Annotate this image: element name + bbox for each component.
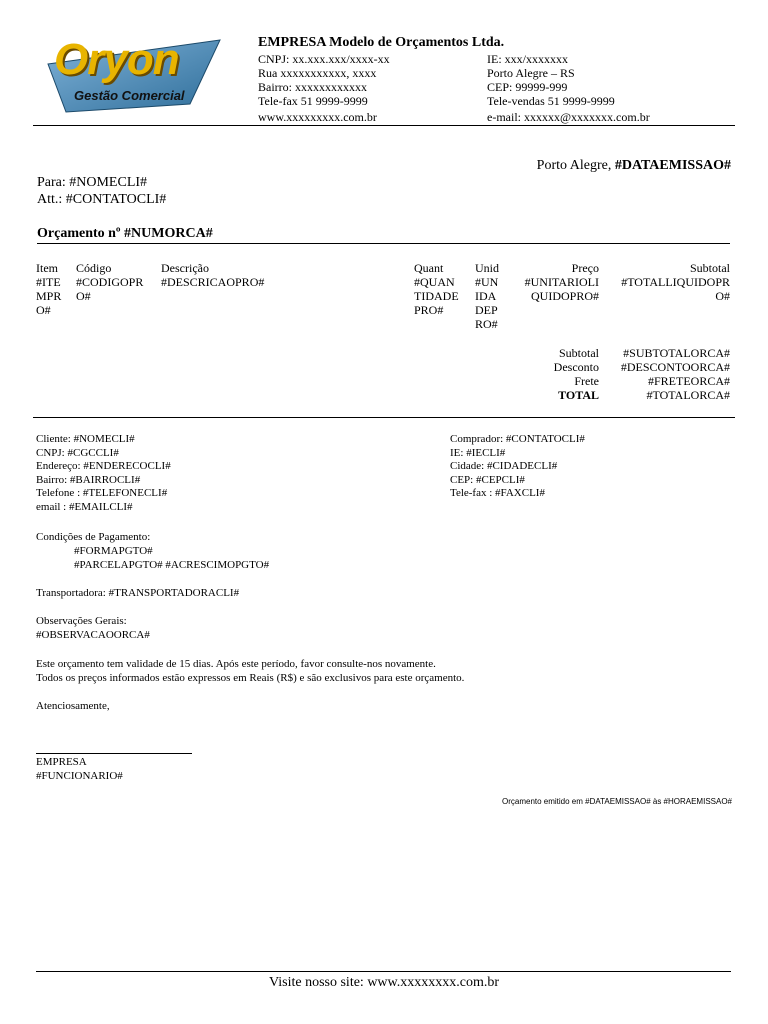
client-email: email : #EMAILCLI# [36, 500, 133, 513]
cell-subtotal [610, 275, 730, 303]
validade-line: Todos os preços informados estão expressos em Reais (R$) e são exclusivos para este orçamento. [36, 671, 465, 684]
company-rua: Rua xxxxxxxxxxx, xxxx [258, 66, 377, 80]
cell-unid-line: RO# [475, 317, 498, 331]
observacoes-label: Observações Gerais: [36, 615, 127, 627]
totals-label-subtotal: Subtotal [558, 346, 599, 360]
company-cnpj: CNPJ: xx.xxx.xxx/xxxx-xx [258, 52, 390, 66]
client-right-block [450, 433, 585, 501]
company-telefax: Tele-fax 51 9999-9999 [258, 94, 368, 108]
company-email: e-mail: xxxxxx@xxxxxxx.com.br [487, 110, 650, 124]
col-header-codigo: Código [76, 261, 112, 275]
logo-tagline: Gestão Comercial [74, 88, 185, 103]
company-city: Porto Alegre – RS [487, 66, 575, 80]
logo-brand: Oryon [54, 35, 179, 84]
client-cnpj: CNPJ: #CGCCLI# [36, 446, 119, 459]
totals-divider [33, 417, 735, 418]
cell-unid-line: #UN [475, 275, 499, 289]
totals-label-desconto: Desconto [553, 360, 599, 374]
col-header-unid: Unid [475, 261, 499, 275]
transportadora-line: Transportadora: #TRANSPORTADORACLI# [36, 587, 240, 599]
title-divider [37, 243, 730, 244]
cell-unid-line: DEP [475, 303, 498, 317]
header-divider [33, 125, 735, 126]
cell-quant-line: #QUAN [414, 275, 455, 289]
emitido-note: Orçamento emitido em #DATAEMISSAO# às #HORAEMISSAO# [502, 797, 732, 806]
company-bairro: Bairro: xxxxxxxxxxxx [258, 80, 367, 94]
validade-block [36, 658, 464, 685]
emission-date [537, 158, 731, 174]
totals-label-frete: Frete [574, 374, 599, 388]
client-comprador: Comprador: #CONTATOCLI# [450, 433, 585, 445]
cell-descricao [161, 275, 264, 289]
cell-unid-line: IDA [475, 289, 497, 303]
cell-item-line: O# [36, 303, 51, 317]
cell-item [36, 275, 61, 317]
observacoes-value: #OBSERVACAOORCA# [36, 629, 150, 641]
client-endereco: Endereço: #ENDERECOCLI# [36, 460, 171, 472]
company-name: EMPRESA Modelo de Orçamentos Ltda. [258, 35, 505, 50]
att-line: Att.: #CONTATOCLI# [37, 192, 167, 207]
cell-preco-line: #UNITARIOLI [524, 275, 599, 289]
date-prefix: Porto Alegre, [536, 158, 615, 173]
company-site: www.xxxxxxxxx.com.br [258, 110, 377, 124]
cell-subtotal-line: O# [715, 289, 730, 303]
pagamento-forma: #FORMAPGTO# [74, 545, 153, 557]
col-header-item: Item [36, 261, 58, 275]
cell-quant-line: PRO# [414, 303, 444, 317]
totals-value-subtotal: #SUBTOTALORCA# [623, 346, 730, 360]
closing-line: Atenciosamente, [36, 700, 110, 712]
cell-unid [475, 275, 498, 331]
signature-line [36, 753, 192, 754]
cell-quant-line: TIDADE [414, 289, 459, 303]
validade-line: Este orçamento tem validade de 15 dias. Após este período, favor consulte-nos novamente. [36, 658, 436, 670]
col-header-descricao: Descrição [161, 261, 209, 275]
pagamento-label: Condições de Pagamento: [36, 531, 151, 543]
client-bairro: Bairro: #BAIRROCLI# [36, 473, 141, 486]
pagamento-parcela: #PARCELAPGTO# #ACRESCIMOPGTO# [74, 559, 270, 571]
totals-value-desconto: #DESCONTOORCA# [620, 360, 730, 374]
para-line: Para: #NOMECLI# [37, 175, 148, 190]
col-header-quant: Quant [414, 261, 444, 275]
company-televendas: Tele-vendas 51 9999-9999 [487, 94, 615, 108]
totals-label-total: TOTAL [558, 388, 599, 402]
client-cep: CEP: #CEPCLI# [450, 473, 525, 486]
cell-item-line: #ITE [36, 275, 61, 289]
client-name: Cliente: #NOMECLI# [36, 433, 135, 445]
client-cidade: Cidade: #CIDADECLI# [450, 460, 558, 472]
footer-site: Visite nosso site: www.xxxxxxxx.com.br [268, 975, 499, 990]
signature-employee: #FUNCIONARIO# [36, 770, 123, 782]
cell-quant [414, 275, 459, 317]
oryon-logo [40, 36, 226, 116]
col-header-subtotal: Subtotal [689, 261, 730, 275]
totals-value-total: #TOTALORCA# [646, 388, 730, 402]
company-cep: CEP: 99999-999 [487, 80, 568, 94]
totals-value-frete: #FRETEORCA# [647, 374, 730, 388]
cell-preco-line: QUIDOPRO# [530, 289, 599, 303]
orcamento-title: Orçamento nº #NUMORCA# [37, 226, 213, 241]
cell-descricao-line: #DESCRICAOPRO# [161, 275, 265, 289]
client-ie: IE: #IECLI# [450, 446, 506, 459]
cell-item-line: MPR [36, 289, 62, 303]
client-telefone: Telefone : #TELEFONECLI# [36, 487, 168, 499]
signature-company: EMPRESA [36, 756, 87, 768]
cell-subtotal-line: #TOTALLIQUIDOPR [621, 275, 730, 289]
cell-codigo [76, 275, 143, 303]
client-left-block [36, 433, 171, 514]
cell-codigo-line: O# [76, 289, 91, 303]
footer-divider [36, 971, 731, 972]
company-ie: IE: xxx/xxxxxxx [487, 52, 568, 66]
date-value: #DATAEMISSAO# [614, 158, 731, 173]
cell-preco [509, 275, 599, 303]
client-telefax: Tele-fax : #FAXCLI# [450, 487, 545, 499]
cell-codigo-line: #CODIGOPR [76, 275, 144, 289]
col-header-preco: Preço [571, 261, 599, 275]
